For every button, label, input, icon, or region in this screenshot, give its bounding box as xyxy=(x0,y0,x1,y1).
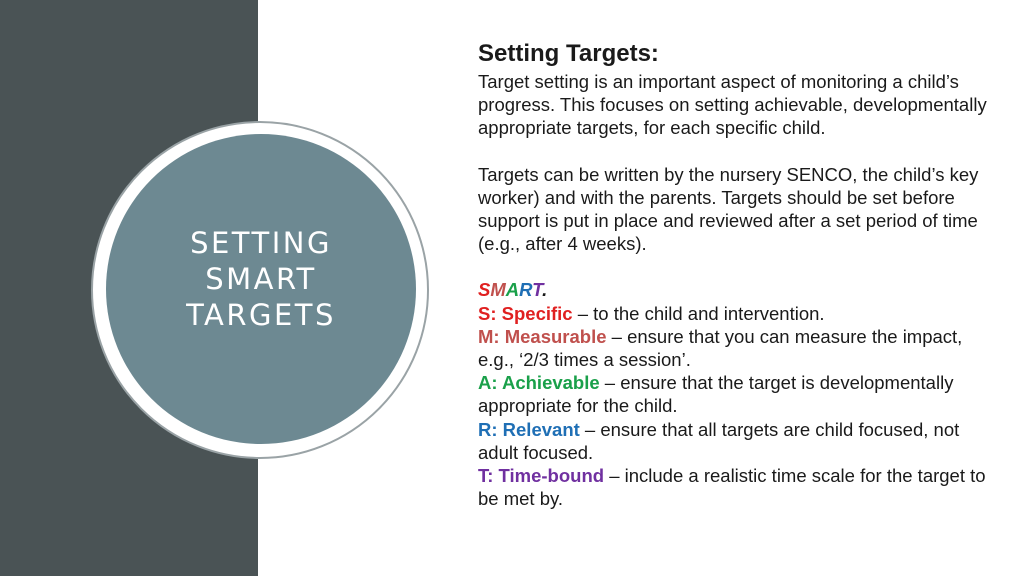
smart-letter-s: S xyxy=(478,279,491,301)
smart-item-relevant xyxy=(478,418,998,464)
smart-item-specific xyxy=(478,302,998,325)
smart-term-time-bound: T: Time-bound xyxy=(478,465,605,487)
slide-title-line-3: TARGETS xyxy=(186,298,336,332)
slide-title-line-2: SMART xyxy=(205,262,317,296)
smart-acronym xyxy=(478,278,998,301)
smart-term-relevant: R: Relevant xyxy=(478,418,580,440)
slide-title-line-1: SETTING xyxy=(190,226,332,260)
smart-desc-measurable: – ensure that you can measure the impact, e.g., ‘2/3 times a session’. xyxy=(478,325,963,371)
smart-letter-m: M xyxy=(490,279,506,301)
section-heading: Setting Targets: xyxy=(478,40,659,67)
smart-item-time-bound xyxy=(478,464,998,510)
paragraph-target-setting: Target setting is an important aspect of monitoring a child’s progress. This focuses on setting achievable, developmentally appropriate targets, for each specific child. xyxy=(478,71,987,139)
smart-desc-time-bound: – include a realistic time scale for the target to be met by. xyxy=(478,465,986,510)
smart-desc-specific: – to the child and intervention. xyxy=(572,302,825,324)
smart-desc-relevant: – ensure that all targets are child focused, not adult focused. xyxy=(478,418,960,463)
smart-term-measurable: M: Measurable xyxy=(478,325,607,347)
smart-desc-achievable: – ensure that the target is developmentally appropriate for the child. xyxy=(478,372,954,417)
smart-term-achievable: A: Achievable xyxy=(478,372,600,394)
smart-term-specific: S: Specific xyxy=(478,302,573,324)
smart-item-measurable xyxy=(478,325,998,371)
smart-dot: . xyxy=(542,279,548,301)
title-circle xyxy=(106,134,416,444)
smart-letter-a: A xyxy=(505,279,520,301)
content-area xyxy=(478,38,998,510)
smart-letter-t: T xyxy=(532,279,543,301)
smart-item-achievable xyxy=(478,371,998,417)
slide-title xyxy=(151,225,371,333)
paragraph-who-writes: Targets can be written by the nursery SENCO, the child’s key worker) and with the parents. Targets should be set before support is put in place and reviewed after a set period of time (e.g., after 4 weeks). xyxy=(478,163,979,255)
smart-letter-r: R xyxy=(519,279,533,301)
